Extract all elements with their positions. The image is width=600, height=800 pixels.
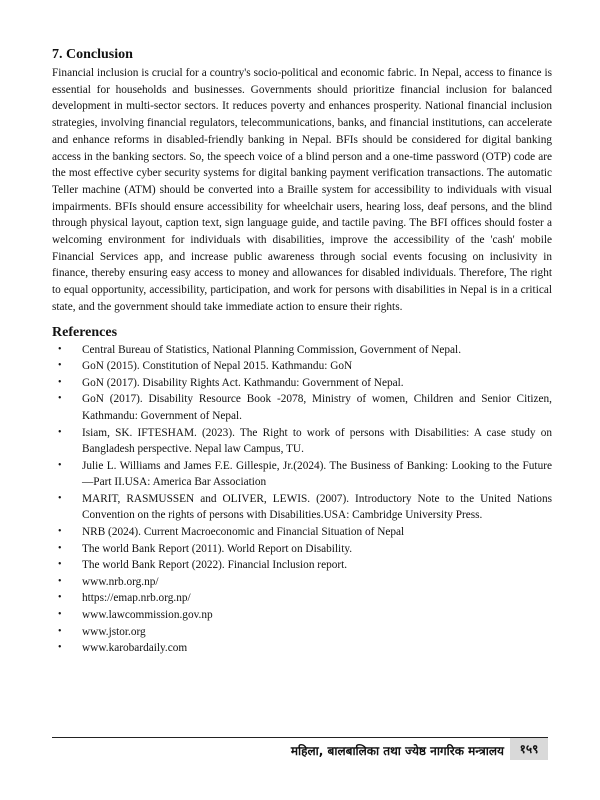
reference-item <box>52 574 552 591</box>
page-footer <box>52 738 548 760</box>
bullet-icon: • <box>58 592 62 604</box>
reference-text: www.jstor.org <box>82 625 146 638</box>
reference-text: GoN (2017). Disability Rights Act. Kathmandu: Government of Nepal. <box>82 376 404 389</box>
conclusion-heading: 7. Conclusion <box>52 47 133 62</box>
bullet-icon: • <box>58 393 62 405</box>
bullet-icon: • <box>58 542 62 554</box>
reference-text: www.karobardaily.com <box>82 642 188 655</box>
reference-item <box>52 358 552 375</box>
bullet-icon: • <box>58 625 62 637</box>
footer-ministry-name: महिला, बालबालिका तथा ज्येष्ठ नागरिक मन्त्रालय <box>290 744 504 758</box>
reference-item <box>52 541 552 558</box>
reference-text: www.lawcommission.gov.np <box>82 609 213 622</box>
reference-text: Julie L. Williams and James F.E. Gillespie, Jr.(2024). The Business of Banking: Looking to the Future—Part II.USA: America Bar Association <box>82 459 552 489</box>
reference-item <box>52 607 552 624</box>
reference-text: The world Bank Report (2022). Financial Inclusion report. <box>82 559 348 572</box>
reference-text: NRB (2024). Current Macroeconomic and Financial Situation of Nepal <box>82 526 405 539</box>
page-number-box <box>510 738 548 760</box>
references-list <box>52 342 552 657</box>
reference-item <box>52 458 552 491</box>
bullet-icon: • <box>58 575 62 587</box>
bullet-icon: • <box>58 526 62 538</box>
reference-item <box>52 557 552 574</box>
bullet-icon: • <box>58 492 62 504</box>
reference-item <box>52 524 552 541</box>
bullet-icon: • <box>58 426 62 438</box>
reference-item <box>52 590 552 607</box>
reference-item <box>52 375 552 392</box>
reference-item <box>52 624 552 641</box>
reference-text: GoN (2015). Constitution of Nepal 2015. Kathmandu: GoN <box>82 360 353 373</box>
bullet-icon: • <box>58 376 62 388</box>
reference-text: Central Bureau of Statistics, National Planning Commission, Government of Nepal. <box>82 343 462 356</box>
bullet-icon: • <box>58 343 62 355</box>
reference-text: The world Bank Report (2011). World Report on Disability. <box>82 542 353 555</box>
bullet-icon: • <box>58 559 62 571</box>
bullet-icon: • <box>58 360 62 372</box>
reference-text: www.nrb.org.np/ <box>82 575 159 588</box>
reference-item <box>52 391 552 424</box>
page-content <box>52 46 552 657</box>
bullet-icon: • <box>58 609 62 621</box>
conclusion-paragraph: Financial inclusion is crucial for a country's socio-political and economic fabric. In Nepal, access to finance is essential for households and businesses. Governments should prioritize financial inclusion for balanced development in multi-sector sectors. It reduces poverty and enhances prosperity. National financial inclusion strategies, involving financial regulators, telecommunications, banks, and financial institutions, can accelerate and enhance reforms in disabled-friendly banking in Nepal. BFIs should be considered for digital banking access in the banking sectors. So, the speech voice of a blind person and a one-time password (OTP) code are the most effective cyber security systems for digital banking payment verification transactions. The automatic Teller machine (ATM) should be converted into a Braille system for accessibility to individuals with visual impairments. BFIs should ensure accessibility for wheelchair users, hearing loss, deaf persons, and the blind through physical layout, caption text, sign language guide, and tactile paving. The BFI offices should foster a welcoming environment for individuals with disabilities, improve the accessibility of the 'cash' mobile Financial Services app, and increase public awareness through social events focusing on inclusivity in finance, thereby ensuring easy access to money and allowances for disabled individuals. Therefore, The right to equal opportunity, accessibility, participation, and work for persons with disabilities in Nepal is in a critical state, and the government should take immediate action to ensure their rights. <box>52 67 552 313</box>
reference-item <box>52 491 552 524</box>
page-number: १५९ <box>519 742 539 756</box>
reference-item <box>52 640 552 657</box>
reference-text: Isiam, SK. IFTESHAM. (2023). The Right to work of persons with Disabilities: A case study on Bangladesh perspective. Nepal law Campus, TU. <box>82 426 552 456</box>
bullet-icon: • <box>58 642 62 654</box>
reference-item <box>52 342 552 359</box>
bullet-icon: • <box>58 459 62 471</box>
reference-text: MARIT, RASMUSSEN and OLIVER, LEWIS. (2007). Introductory Note to the United Nations Convention on the rights of persons with Disabilities.USA: Cambridge University Press. <box>82 492 552 522</box>
references-heading: References <box>52 324 118 340</box>
reference-text: GoN (2017). Disability Resource Book -2078, Ministry of women, Children and Senior Citizen, Kathmandu: Government of Nepal. <box>82 393 552 422</box>
reference-text: https://emap.nrb.org.np/ <box>82 592 191 605</box>
reference-item <box>52 425 552 458</box>
